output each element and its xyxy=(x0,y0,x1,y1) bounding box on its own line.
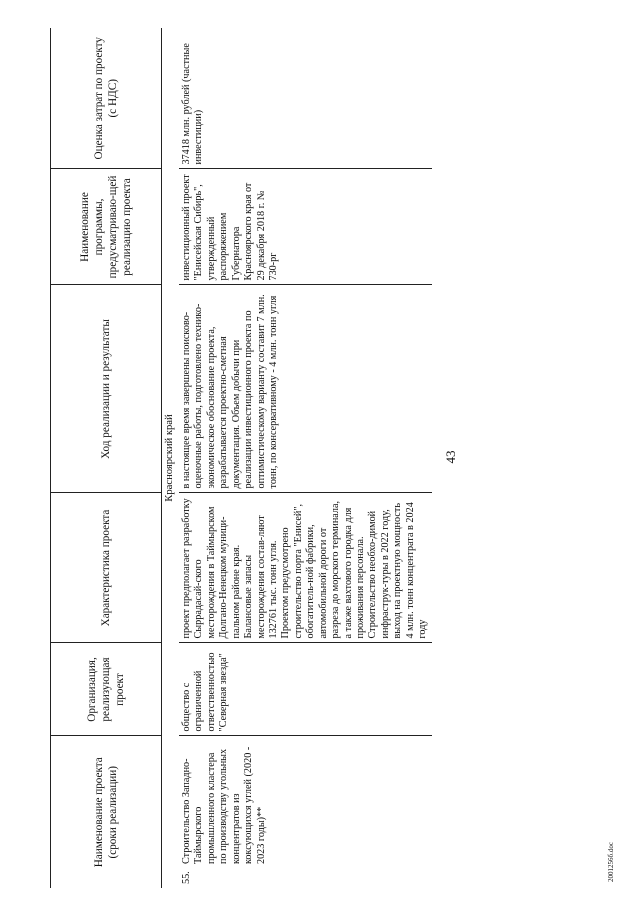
project-name-text: Строительство Западно-Таймырского промышленного кластера по производству угольных концентратов из коксующихся углей (2020 - 2023 годы)** xyxy=(180,746,267,864)
projects-table xyxy=(50,28,432,888)
rotated-table-frame xyxy=(50,28,610,888)
table-row xyxy=(179,28,432,888)
cell-project-name xyxy=(179,736,432,888)
cell-characteristics: проект предполагает разработку Сыррадасай-ского месторождения в Таймырском Долгано-Ненецком муници-пальном районе края. Балансовые запасы месторождения состав-ляют 132761 тыс. тонн угля. Проектом предусмотрено строительство порта "Енисей", обогатитель-ной фабрики, автомобильной дороги от разреза до морского терминала, а также вахтового городка для проживания персонала. Строительство необхо-димой инфраструк-туры в 2022 году, выход на проектную мощность 4 млн. тонн концентрата в 2024 году xyxy=(179,493,432,643)
column-header-cost: Оценка затрат по проекту (с НДС) xyxy=(51,28,162,169)
column-header-characteristics: Характеристика проекта xyxy=(51,493,162,643)
footer-filename: 2001256б.doc xyxy=(607,842,615,882)
projects-table-container xyxy=(50,28,610,888)
column-header-progress: Ход реализации и результаты xyxy=(51,285,162,493)
column-header-project-name: Наименование проекта (сроки реализации) xyxy=(51,736,162,888)
page-number: 43 xyxy=(443,450,458,464)
cell-progress: в настоящее время завершены поисково-оценочные работы, подготовлено технико-экономическое обоснование проекта, разрабатывается проектно-сметная документация. Объем добычи при реализации инвестиционного проекта по оптимистическому варианту составит 7 млн. тонн, по консервативному - 4 млн. тонн угля xyxy=(179,285,432,493)
row-number: 55. xyxy=(180,871,192,884)
table-header-row xyxy=(51,28,162,888)
cell-program: инвестиционный проект "Енисейская Сибирь", утвержденный распоряжением Губернатора Красноярского края от 29 декабря 2018 г. № 730-рг xyxy=(179,169,432,285)
region-label: Красноярский край xyxy=(164,414,175,502)
cell-organization: общество с ограниченной ответственностью "Северная звезда" xyxy=(179,643,432,736)
column-header-program: Наименование программы, предусматриваю-щей реализацию проекта xyxy=(51,169,162,285)
column-header-organization: Организация, реализующая проект xyxy=(51,643,162,736)
region-row xyxy=(162,28,179,888)
cell-cost: 37418 млн. рублей (частные инвестиции) xyxy=(179,28,432,169)
